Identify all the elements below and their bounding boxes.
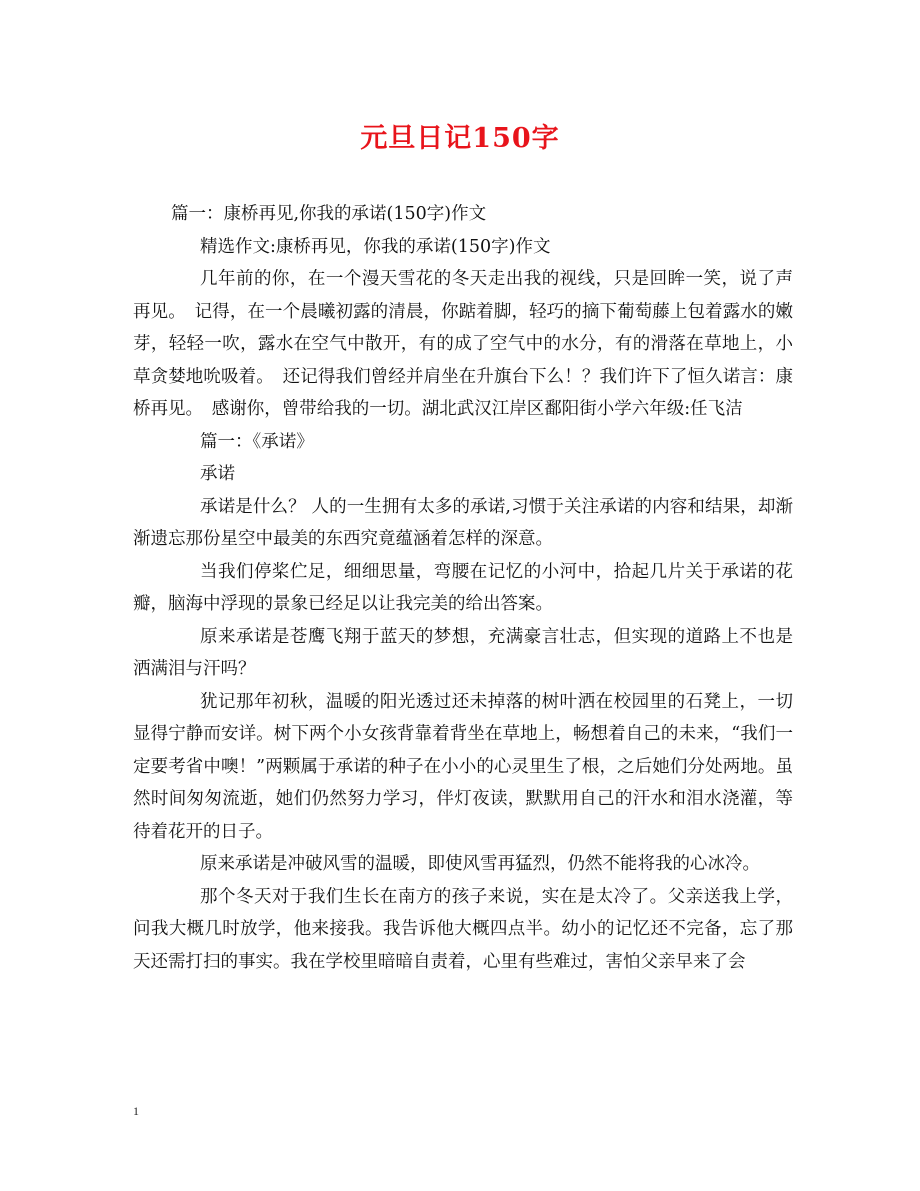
paragraph: 原来承诺是冲破风雪的温暖，即使风雪再猛烈，仍然不能将我的心冰冷。	[200, 854, 760, 874]
document-body	[133, 198, 793, 978]
section-subheading: 精选作文:康桥再见，你我的承诺(150字)作文	[200, 236, 551, 257]
section-heading: 篇一：康桥再见,你我的承诺(150字)作文	[171, 204, 487, 224]
paragraph: 那个冬天对于我们生长在南方的孩子来说，实在是太冷了。父亲送我上学，问我大概几时放学，他来接我。我告诉他大概四点半。幼小的记忆还不完备，忘了那天还需打扫的事实。我在学校里暗暗自责着，心里有些难过，害怕父亲早来了会	[133, 886, 793, 972]
section-subheading: 承诺	[200, 464, 235, 484]
section-heading: 篇一：《承诺》	[200, 431, 314, 452]
paragraph: 承诺是什么？ 人的一生拥有太多的承诺,习惯于关注承诺的内容和结果，却渐渐遗忘那份星空中最美的东西究竟蕴涵着怎样的深意。	[133, 496, 793, 549]
document-title: 元旦日记150字	[360, 123, 560, 154]
page-number: 1	[133, 1104, 139, 1118]
paragraph: 当我们停桨伫足，细细思量，弯腰在记忆的小河中，拾起几片关于承诺的花瓣，脑海中浮现的景象已经足以让我完美的给出答案。	[133, 561, 793, 614]
paragraph: 犹记那年初秋，温暖的阳光透过还未掉落的树叶洒在校园里的石凳上，一切显得宁静而安详。树下两个小女孩背靠着背坐在草地上，畅想着自己的未来，“我们一定要考省中噢！”两颗属于承诺的种子在小小的心灵里生了根，之后她们分处两地。虽然时间匆匆流逝，她们仍然努力学习，伴灯夜读，默默用自己的汗水和泪水浇灌，等待着花开的日子。	[133, 691, 793, 842]
paragraph: 原来承诺是苍鹰飞翔于蓝天的梦想，充满豪言壮志，但实现的道路上不也是洒满泪与汗吗？	[133, 626, 793, 679]
paragraph: 几年前的你，在一个漫天雪花的冬天走出我的视线，只是回眸一笑，说了声再见。 记得，在一个晨曦初露的清晨，你踮着脚，轻巧的摘下葡萄藤上包着露水的嫩芽，轻轻一吹，露水在空气中散开，有的成了空气中的水分，有的滑落在草地上，小草贪婪地吮吸着。 还记得我们曾经并肩坐在升旗台下么！？我们许下了恒久诺言：康桥再见。 感谢你，曾带给我的一切。湖北武汉江岸区鄱阳街小学六年级:任飞洁	[133, 269, 793, 419]
